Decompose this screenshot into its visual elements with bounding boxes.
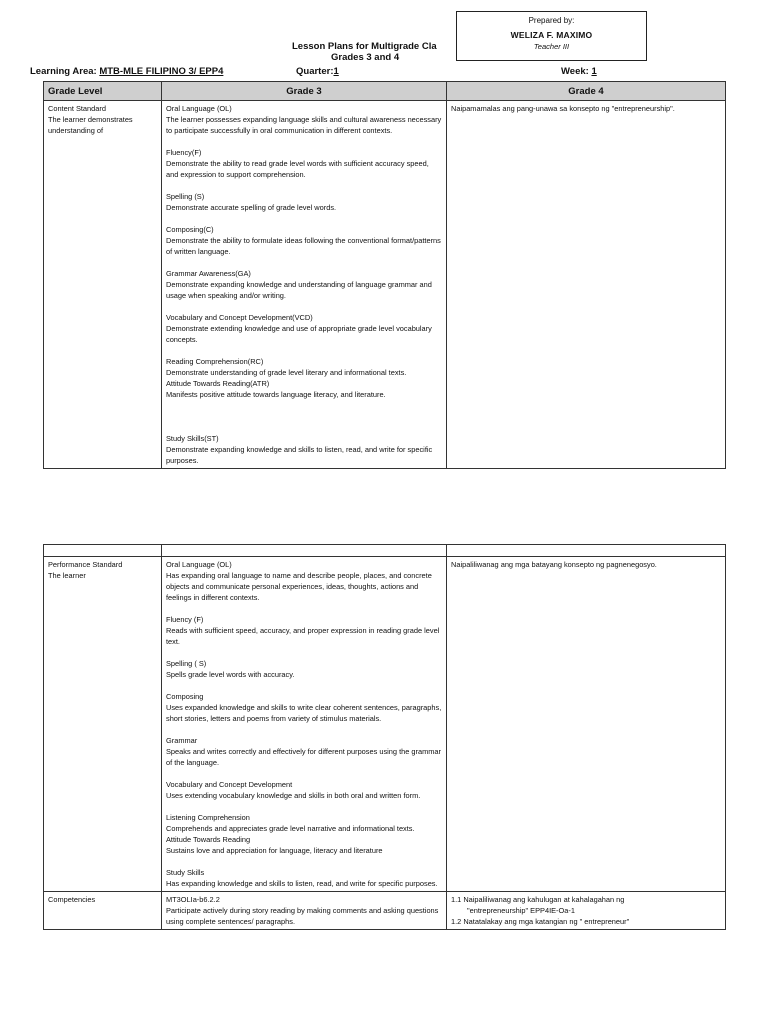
standard-text: Demonstrate the ability to formulate ideas following the conventional format/patterns of written language. [166, 236, 441, 256]
standard-heading: Oral Language (OL) [166, 560, 232, 569]
standard-heading: Spelling (S) [166, 192, 205, 201]
standard-heading: Listening Comprehension [166, 813, 250, 822]
standard-heading: Fluency (F) [166, 615, 204, 624]
row-label [44, 557, 162, 892]
standard-heading: Vocabulary and Concept Development [166, 780, 293, 789]
learning-area-value: MTB-MLE FILIPINO 3/ EPP4 [99, 66, 224, 77]
grade4-performance-standard: Naipaliliwanag ang mga batayang konsepto ng pagnenegosyo. [447, 557, 726, 892]
standard-heading: Grammar [166, 736, 198, 745]
grade4-content-standard: Naipamamalas ang pang-unawa sa konsepto ng "entrepreneurship". [447, 101, 726, 469]
standard-text: The learner possesses expanding language skills and cultural awareness necessary to participate successfully in oral communication in different contexts. [166, 115, 442, 135]
competency-text: Participate actively during story reading by making comments and asking questions using complete sentences/ paragraphs. [166, 906, 439, 926]
quarter-value: 1 [333, 66, 339, 77]
prepared-by-label: Prepared by: [528, 16, 575, 25]
competency-code: MT3OLIa-b6.2.2 [166, 895, 220, 904]
standard-heading: Composing [166, 692, 204, 701]
content-standard-label: Content Standard [48, 104, 106, 113]
standard-heading: Grammar Awareness(GA) [166, 269, 251, 278]
header-grade-level: Grade Level [44, 82, 162, 101]
standard-heading: Study Skills [166, 868, 205, 877]
grade3-competencies [162, 892, 447, 930]
standard-heading: Reading Comprehension(RC) [166, 357, 264, 366]
grade3-performance-standards [162, 557, 447, 892]
empty-cell [44, 545, 162, 557]
standard-text: Spells grade level words with accuracy. [166, 670, 295, 679]
empty-header-row [44, 545, 726, 557]
standard-text: Has expanding oral language to name and describe people, places, and concrete objects and communicate personal experiences, ideas, thoughts, actions and feelings in different contexts. [166, 571, 432, 602]
performance-standard-sublabel: The learner [48, 571, 86, 580]
standard-text: Manifests positive attitude towards language literacy, and literature. [166, 390, 386, 399]
standard-heading: Vocabulary and Concept Development(VCD) [166, 313, 313, 322]
performance-standard-table [43, 544, 726, 930]
grade3-content-standards [162, 101, 447, 469]
standard-text: Reads with sufficient speed, accuracy, and proper expression in reading grade level text. [166, 626, 440, 646]
standard-heading: Attitude Towards Reading(ATR) [166, 379, 270, 388]
standard-text: Demonstrate the ability to read grade level words with sufficient accuracy speed, and expression to support comprehension. [166, 159, 429, 179]
prepared-by-box [456, 11, 647, 61]
competencies-label: Competencies [44, 892, 162, 930]
standard-text: Has expanding knowledge and skills to listen, read, and write for specific purposes. [166, 879, 438, 888]
standard-text: Demonstrate expanding knowledge and understanding of language grammar and usage when speaking and/or writing. [166, 280, 432, 300]
standard-heading: Oral Language (OL) [166, 104, 232, 113]
learning-area-label: Learning Area: [30, 66, 97, 77]
standard-heading: Composing(C) [166, 225, 214, 234]
table-header-row [44, 82, 726, 101]
empty-cell [447, 545, 726, 557]
document-subtitle: Grades 3 and 4 [331, 52, 400, 63]
standard-text: Demonstrate accurate spelling of grade level words. [166, 203, 337, 212]
standard-text: Demonstrate expanding knowledge and skills to listen, read, and write for specific purposes. [166, 445, 433, 465]
teacher-role: Teacher III [533, 42, 570, 51]
standard-text: Speaks and writes correctly and effectively for different purposes using the grammar of the language. [166, 747, 441, 767]
table-row [44, 557, 726, 892]
content-standard-sublabel: The learner demonstrates understanding of [48, 115, 133, 135]
standard-heading: Attitude Towards Reading [166, 835, 251, 844]
standard-heading: Fluency(F) [166, 148, 202, 157]
learning-area [30, 66, 223, 77]
row-label [44, 101, 162, 469]
standard-text: Demonstrate understanding of grade level literary and informational texts. [166, 368, 407, 377]
standard-text: Uses expanded knowledge and skills to write clear coherent sentences, paragraphs, short stories, letters and poems from variety of stimulus materials. [166, 703, 442, 723]
competency-item-code: "entrepreneurship" EPP4IE-Oa-1 [467, 906, 575, 915]
header-grade-3: Grade 3 [162, 82, 447, 101]
competency-item: 1.2 Natatalakay ang mga katangian ng " entrepreneur" [451, 917, 630, 926]
week-value: 1 [591, 66, 597, 77]
empty-cell [162, 545, 447, 557]
table-row [44, 101, 726, 469]
header-grade-4: Grade 4 [447, 82, 726, 101]
standard-text: Demonstrate extending knowledge and use of appropriate grade level vocabulary concepts. [166, 324, 432, 344]
standard-text: Sustains love and appreciation for language, literacy and literature [166, 846, 383, 855]
quarter [296, 66, 339, 77]
week [561, 66, 597, 77]
table-row [44, 892, 726, 930]
teacher-name: WELIZA F. MAXIMO [510, 30, 593, 40]
grade4-competencies [447, 892, 726, 930]
standard-text: Comprehends and appreciates grade level narrative and informational texts. [166, 824, 415, 833]
competency-item: 1.1 Naipaliliwanag ang kahulugan at kahalagahan ng [451, 895, 625, 904]
performance-standard-label: Performance Standard [48, 560, 123, 569]
week-label: Week: [561, 66, 589, 77]
document-title: Lesson Plans for Multigrade Cla [292, 41, 437, 52]
standard-text: Uses extending vocabulary knowledge and skills in both oral and written form. [166, 791, 421, 800]
content-standard-table [43, 81, 726, 469]
standard-heading: Spelling ( S) [166, 659, 207, 668]
quarter-label: Quarter: [296, 66, 334, 77]
standard-heading: Study Skills(ST) [166, 434, 219, 443]
